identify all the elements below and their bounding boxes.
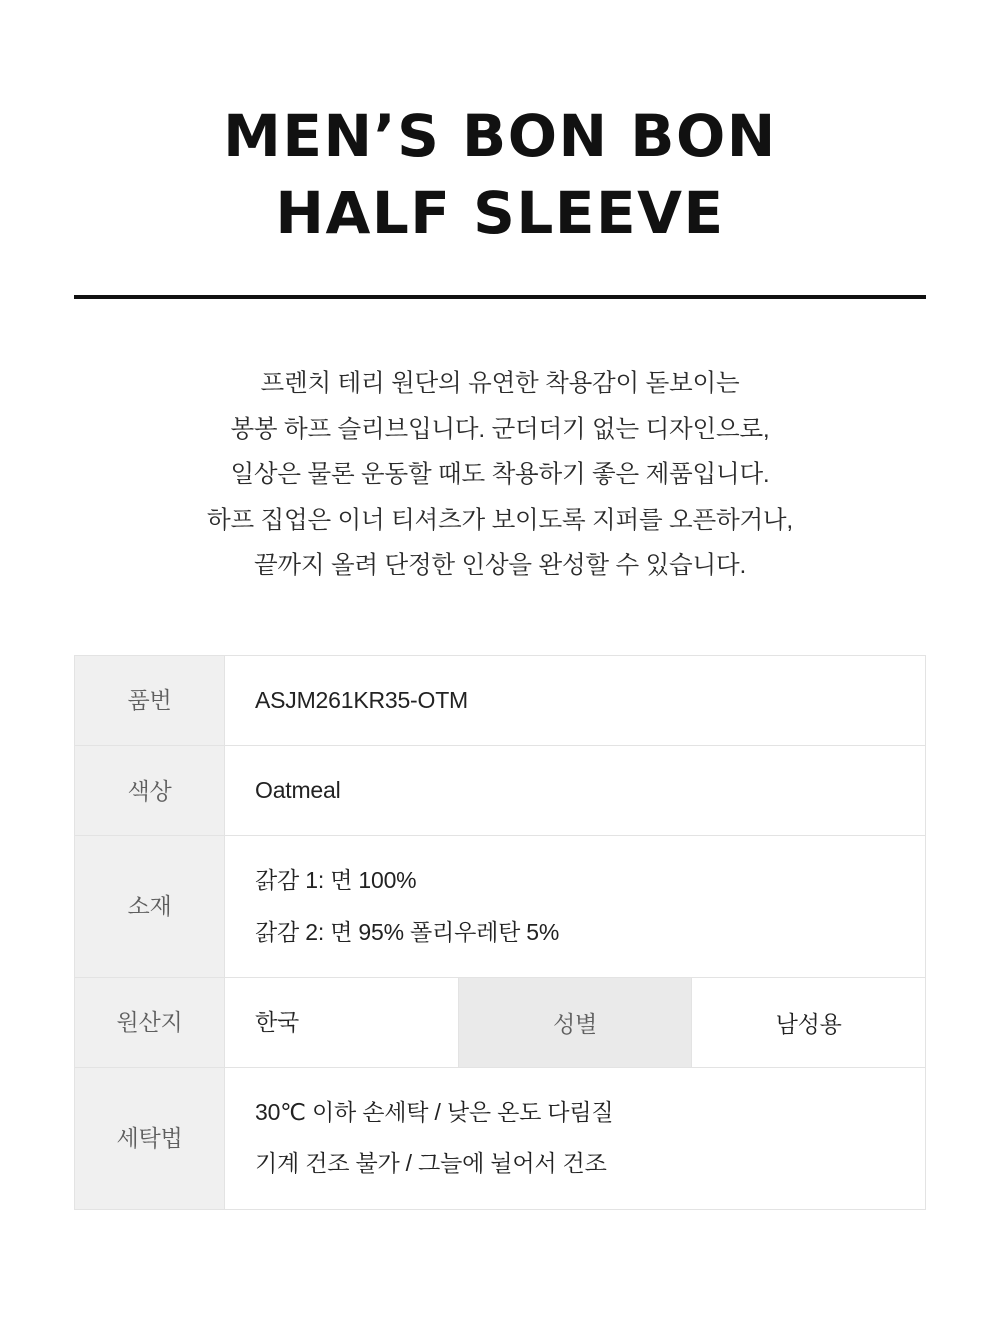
material-line-2: 갉감 2: 면 95% 폴리우레탄 5% — [255, 918, 560, 945]
spec-label-gender: 성별 — [458, 977, 692, 1067]
description-line: 하프 집업은 이너 티셔츠가 보이도록 지퍼를 오픈하거나, — [207, 506, 793, 534]
spec-value-material — [225, 836, 926, 978]
page-title-line-2: HALF SLEEVE — [275, 178, 725, 247]
table-row — [75, 746, 926, 836]
description-line: 끝까지 올려 단정한 인상을 완성할 수 있습니다. — [253, 552, 747, 580]
spec-value-color: Oatmeal — [225, 746, 926, 836]
spec-label-item-no: 품번 — [75, 655, 225, 745]
spec-label-care: 세탁법 — [75, 1068, 225, 1210]
title-divider — [74, 295, 926, 299]
specification-table — [74, 655, 926, 1210]
spec-value-item-no: ASJM261KR35-OTM — [225, 655, 926, 745]
spec-value-care — [225, 1068, 926, 1210]
title-block — [74, 0, 926, 251]
spec-value-gender: 남성용 — [692, 977, 926, 1067]
description-line: 프렌치 테리 원단의 유연한 착용감이 돋보이는 — [260, 370, 740, 398]
table-row — [75, 977, 926, 1067]
spec-label-color: 색상 — [75, 746, 225, 836]
product-description — [74, 361, 926, 589]
spec-label-origin: 원산지 — [75, 977, 225, 1067]
table-row — [75, 836, 926, 978]
spec-value-origin: 한국 — [225, 977, 459, 1067]
description-line: 일상은 물론 운동할 때도 착용하기 좋은 제품입니다. — [230, 461, 770, 489]
material-line-1: 갉감 1: 면 100% — [255, 867, 417, 894]
description-line: 봉봉 하프 슬리브입니다. 군더더기 없는 디자인으로, — [230, 415, 770, 443]
care-line-2: 기계 건조 불가 / 그늘에 뉠어서 건조 — [255, 1150, 607, 1177]
care-line-1: 30℃ 이하 손세탁 / 낮은 온도 다림질 — [255, 1099, 614, 1126]
page-title-line-1: MEN’S BON BON — [223, 102, 777, 170]
table-row — [75, 655, 926, 745]
table-row — [75, 1068, 926, 1210]
spec-label-material: 소재 — [75, 836, 225, 978]
